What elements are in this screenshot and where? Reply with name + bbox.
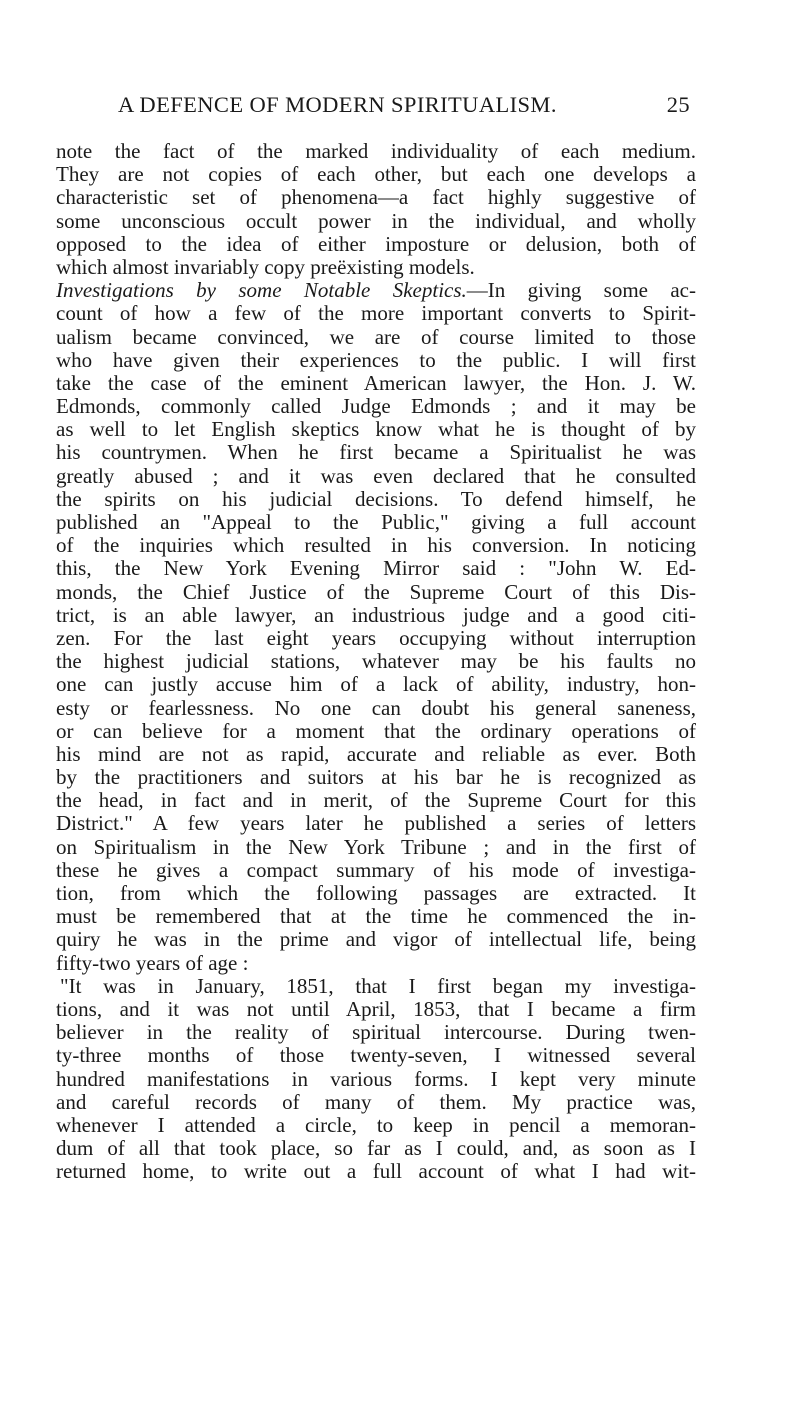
quote-line: and careful records of many of them. My practice was, xyxy=(56,1090,696,1114)
text-line: quiry he was in the prime and vigor of intellectual life, being xyxy=(56,928,696,952)
text-line: monds, the Chief Justice of the Supreme Court of this Dis- xyxy=(56,580,696,604)
text-line: fifty-two years of age : xyxy=(56,951,249,975)
text-line: as well to let English skeptics know what he is thought of by xyxy=(56,418,696,442)
text-line: one can justly accuse him of a lack of ability, industry, hon- xyxy=(56,673,696,697)
text-line: must be remembered that at the time he commenced the in- xyxy=(56,905,696,929)
text-line: District." A few years later he published a series of letters xyxy=(56,812,696,836)
text-line: the head, in fact and in merit, of the Supreme Court for this xyxy=(56,789,696,813)
text-line: note the fact of the marked individuality of each medium. xyxy=(56,140,696,163)
text-line: on Spiritualism in the New York Tribune ; and in the first of xyxy=(56,835,696,859)
quote-line: believer in the reality of spiritual intercourse. During twen- xyxy=(56,1021,696,1045)
text-line: some unconscious occult power in the individual, and wholly xyxy=(56,209,696,233)
text-line: which almost invariably copy preëxisting models. xyxy=(56,255,475,279)
text-line: tion, from which the following passages are extracted. It xyxy=(56,882,696,905)
quote-line: whenever I attended a circle, to keep in pencil a memoran- xyxy=(56,1113,696,1137)
text-line: by the practitioners and suitors at his bar he is recognized as xyxy=(56,766,696,790)
text-line: who have given their experiences to the public. I will first xyxy=(56,348,696,372)
section-heading-line: Investigations by some Notable Skeptics.—In giving some ac- xyxy=(56,279,696,303)
quote-line: returned home, to write out a full account of what I had wit- xyxy=(56,1160,696,1184)
text-line: characteristic set of phenomena—a fact highly suggestive of xyxy=(56,186,696,210)
text-line: the spirits on his judicial decisions. To defend himself, he xyxy=(56,487,696,511)
text-line: these he gives a compact summary of his mode of investiga- xyxy=(56,858,696,882)
quote-line: hundred manifestations in various forms. I kept very minute xyxy=(56,1067,696,1091)
text-line: opposed to the idea of either imposture or delusion, both of xyxy=(56,232,696,256)
text-line: ualism became convinced, we are of course limited to those xyxy=(56,325,696,349)
text-line: zen. For the last eight years occupying without interruption xyxy=(56,626,696,650)
running-title: A DEFENCE OF MODERN SPIRITUALISM. xyxy=(118,92,557,117)
quote-line: tions, and it was not until April, 1853, that I became a firm xyxy=(56,997,696,1021)
text-line: esty or fearlessness. No one can doubt his general saneness, xyxy=(56,696,696,720)
text-line: or can believe for a moment that the ordinary operations of xyxy=(56,719,696,743)
text-line: his mind are not as rapid, accurate and reliable as ever. Both xyxy=(56,742,696,766)
section-heading: Investigations by some Notable Skeptics. xyxy=(56,279,467,303)
text-line: the highest judicial stations, whatever may be his faults no xyxy=(56,650,696,674)
text-line: Edmonds, commonly called Judge Edmonds ; and it may be xyxy=(56,395,696,419)
text-line: count of how a few of the more important converts to Spirit- xyxy=(56,302,696,326)
running-head xyxy=(118,92,690,122)
text-line: They are not copies of each other, but each one develops a xyxy=(56,163,696,187)
text-line: trict, is an able lawyer, an industrious judge and a good citi- xyxy=(56,603,696,627)
quote-line: dum of all that took place, so far as I could, and, as soon as I xyxy=(56,1137,696,1161)
text-line: published an "Appeal to the Public," giving a full account xyxy=(56,511,696,534)
quote-line: "It was in January, 1851, that I first began my investiga- xyxy=(60,974,696,998)
quote-line: ty-three months of those twenty-seven, I witnessed several xyxy=(56,1044,696,1068)
text-line: greatly abused ; and it was even declared that he consulted xyxy=(56,464,696,488)
text-line: his countrymen. When he first became a Spiritualist he was xyxy=(56,441,696,465)
text-line: this, the New York Evening Mirror said : "John W. Ed- xyxy=(56,557,696,581)
text-line: of the inquiries which resulted in his conversion. In noticing xyxy=(56,534,696,558)
body-text xyxy=(56,140,696,1183)
page-number: 25 xyxy=(666,92,690,117)
text-line: take the case of the eminent American lawyer, the Hon. J. W. xyxy=(56,371,696,395)
